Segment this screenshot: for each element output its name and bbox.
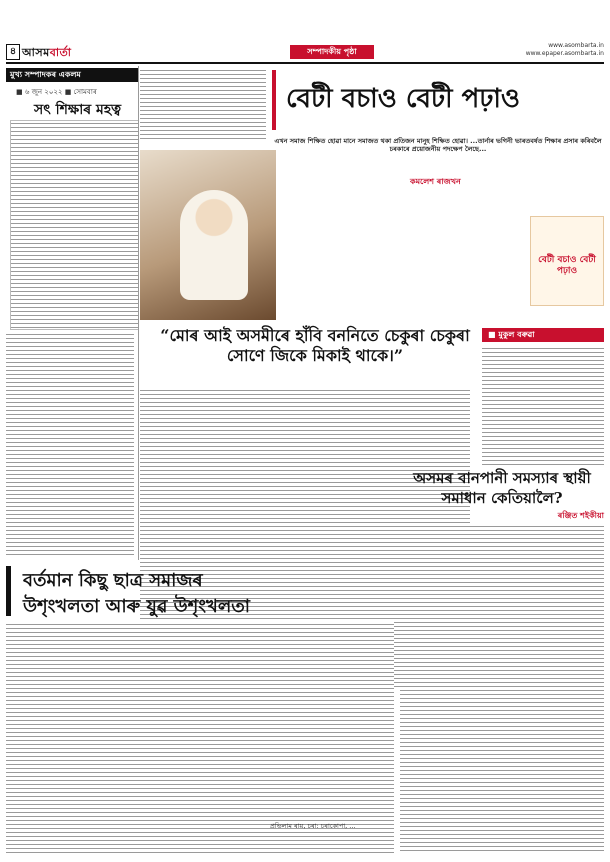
website-link-2[interactable]: www.epaper.asombarta.in	[525, 50, 604, 57]
sidebar-author: ■ মুকুল বৰুৱা	[482, 328, 604, 342]
sidebar-body-text	[482, 346, 604, 466]
masthead-main: আসম	[22, 46, 50, 59]
column-title: সৎ শিক্ষাৰ মহত্ব	[34, 102, 122, 118]
website-links	[526, 42, 604, 58]
lower-body-text	[6, 622, 394, 854]
flood-byline: ৰঞ্জিত শইকীয়া	[557, 511, 604, 520]
column-date: ■ ৬ জুন ২০২২ ■ সোমবাৰ	[16, 88, 97, 96]
flood-body-text	[400, 524, 604, 854]
lower-headline-line2: উশৃংখলতা আৰু যুৱ উশৃংখলতা	[23, 596, 251, 617]
article-author: কমলেশ ৰাজখন	[410, 177, 461, 186]
lower-headline	[6, 566, 399, 616]
pull-quote: “মোৰ আই অসমীৰে হাঁবি বননিতে চেকুৰা চেকুৰা সোণে জিকে মিকাই থাকে।”	[160, 326, 470, 365]
lower-headline-line1: বৰ্তমান কিছু ছাত্ৰ সমাজৰ	[23, 570, 203, 591]
portrait-figure	[180, 190, 248, 300]
masthead-accent: বাৰ্তা	[49, 46, 72, 59]
main-headline: বেটী বচাও বেটী পঢ়াও	[272, 70, 608, 130]
intro-text-block	[140, 68, 266, 140]
column-body-text	[10, 120, 139, 330]
page-number: ৪	[6, 44, 20, 60]
left-lower-text	[6, 332, 134, 558]
column-kicker: মুখ্য সম্পাদকৰ একলম	[6, 68, 138, 82]
header-rule	[6, 62, 604, 64]
main-deck: এখন সমাজ শিক্ষিত হোৱা মানে সমাজত থকা প্ৰতিজন মানুহ শিক্ষিত হোৱা। ...তাৰ্নাৰ ভগিনী ভাৰতবৰ্ষত শিক্ষাৰ প্ৰসাৰ কৰিবলৈ চৰকাৰে প্ৰয়োজনীয় পদক্ষেপ লৈছে...	[274, 137, 602, 153]
section-label: সম্পাদকীয় পৃষ্ঠা	[290, 45, 374, 59]
website-link-1[interactable]: www.asombarta.in	[548, 42, 604, 49]
flood-headline: অসমৰ বানপানী সমস্যাৰ স্থায়ী সমাধান কেতিয়ালৈ?	[413, 469, 591, 507]
column-divider	[138, 66, 139, 560]
lower-byline: প্ৰভিলাম ৰায়, চৰা: চৰাকোপা, ...	[270, 822, 356, 830]
masthead	[22, 44, 71, 63]
campaign-logo: বেটী বচাও বেটী পঢ়াও	[530, 216, 604, 306]
